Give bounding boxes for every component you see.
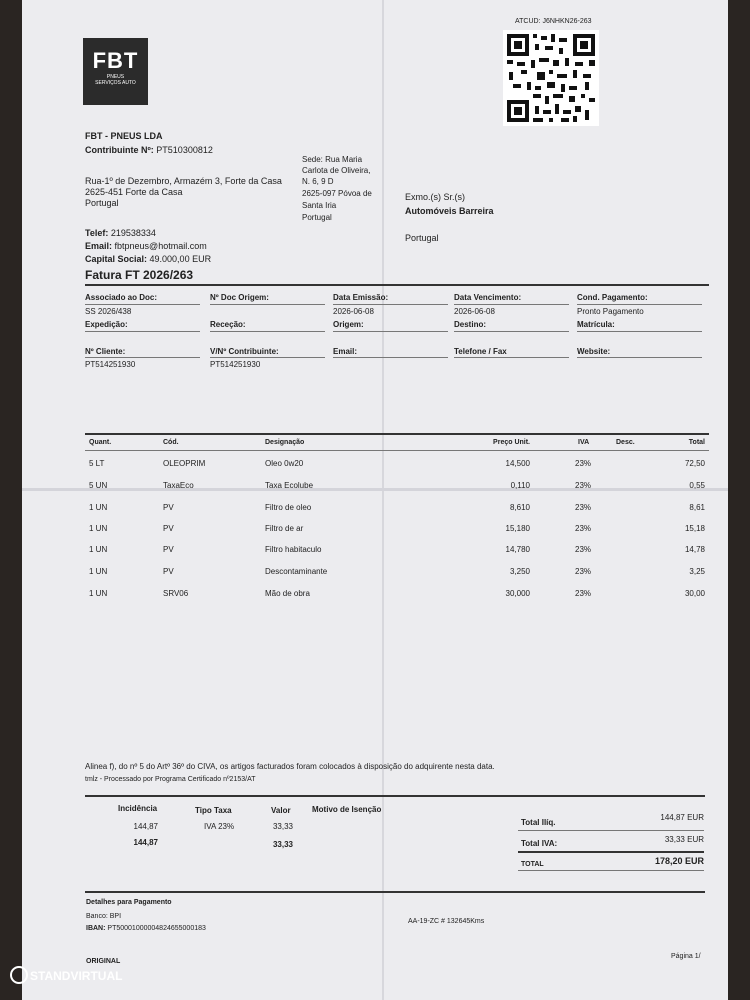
table-top-rule	[85, 433, 709, 435]
qr-code-icon	[503, 30, 599, 126]
tipo-taxa-value: IVA 23%	[204, 822, 235, 831]
origem2-label: Origem:	[333, 320, 364, 329]
cliente-label: Nº Cliente:	[85, 347, 126, 356]
paper-fold-horizontal	[22, 488, 728, 491]
rule	[454, 331, 569, 332]
motivo-label: Motivo de Isenção	[312, 805, 382, 814]
expedicao-label: Expedição:	[85, 320, 128, 329]
incidencia-total: 144,87	[133, 838, 158, 847]
col-iva: IVA	[578, 439, 590, 446]
col-total: Total	[688, 439, 705, 446]
seller-phone	[85, 228, 156, 238]
rule	[577, 331, 702, 332]
payment-title: Detalhes para Pagamento	[86, 899, 172, 906]
rule	[577, 304, 702, 305]
total-iliq-value: 144,87 EUR	[660, 813, 704, 822]
website-label: Website:	[577, 347, 611, 356]
watermark-logo-icon	[10, 966, 28, 984]
row-preco: 15,180	[505, 524, 530, 533]
customer-country: Portugal	[405, 233, 439, 243]
row-cod: OLEOPRIM	[163, 459, 206, 468]
row-total: 8,61	[689, 503, 705, 512]
row-cod: PV	[163, 524, 174, 533]
total-iliq-label: Total Ilíq.	[521, 818, 556, 827]
seller-country: Portugal	[85, 198, 119, 208]
row-quant: 5 UN	[89, 481, 108, 490]
origem-label: Nº Doc Origem:	[210, 293, 269, 302]
row-iva: 23%	[575, 459, 592, 468]
row-preco: 30,000	[505, 589, 530, 598]
rule	[454, 304, 569, 305]
legal-note: Alinea f), do nº 5 do Artº 36º do CIVA, os artigos facturados foram colocados à disposição do adquirente nesta data.	[85, 762, 495, 771]
rule	[85, 304, 200, 305]
rule	[333, 357, 448, 358]
cond-value: Pronto Pagamento	[577, 307, 644, 316]
emissao-value: 2026-06-08	[333, 307, 374, 316]
seller-capital	[85, 254, 211, 264]
rule	[333, 304, 448, 305]
tipo-taxa-label: Tipo Taxa	[195, 806, 232, 815]
row-cod: PV	[163, 503, 174, 512]
row-preco: 14,780	[505, 545, 530, 554]
assoc-label: Associado ao Doc:	[85, 293, 158, 302]
row-cod: TaxaEco	[163, 481, 194, 490]
table-header-rule	[85, 450, 709, 451]
rule	[85, 357, 200, 358]
email-label: Email:	[85, 241, 113, 251]
row-iva: 23%	[575, 524, 592, 533]
capital-label: Capital Social:	[85, 254, 148, 264]
tel-fax-label: Telefone / Fax	[454, 347, 507, 356]
standvirtual-watermark	[10, 966, 122, 984]
valor-label: Valor	[271, 806, 291, 815]
row-desig: Filtro de oleo	[265, 503, 312, 512]
sede-line2: Carlota de Oliveira,	[302, 166, 371, 175]
company-logo	[83, 38, 148, 105]
row-iva: 23%	[575, 481, 592, 490]
row-preco: 14,500	[505, 459, 530, 468]
seller-nif	[85, 145, 213, 155]
row-total: 72,50	[684, 459, 705, 468]
emissao-label: Data Emissão:	[333, 293, 389, 302]
seller-email	[85, 241, 207, 251]
incidencia-value: 144,87	[133, 822, 158, 831]
sede-line3: N. 6, 9 D	[302, 177, 334, 186]
matricula-label: Matrícula:	[577, 320, 615, 329]
total-iva-label: Total IVA:	[521, 839, 558, 848]
row-total: 30,00	[684, 589, 705, 598]
phone-value: 219538334	[110, 228, 156, 238]
seller-address2: 2625-451 Forte da Casa	[85, 187, 183, 197]
row-quant: 1 UN	[89, 567, 108, 576]
row-quant: 5 LT	[89, 459, 105, 468]
vencimento-value: 2026-06-08	[454, 307, 495, 316]
invoice-title: Fatura FT 2026/263	[85, 268, 194, 282]
row-iva: 23%	[575, 545, 592, 554]
total-iva-value: 33,33 EUR	[664, 835, 704, 844]
incidencia-label: Incidência	[118, 804, 158, 813]
vn-contribuinte-label: V/Nº Contribuinte:	[210, 347, 279, 356]
bank-name: Banco: BPI	[86, 913, 122, 920]
destino-label: Destino:	[454, 320, 486, 329]
seller-nif-value: PT510300812	[156, 145, 213, 155]
row-iva: 23%	[575, 567, 592, 576]
page-number: Página 1/	[671, 953, 701, 960]
col-designacao: Designação	[265, 439, 305, 446]
row-desig: Mão de obra	[265, 589, 310, 598]
capital-value: 49.000,00 EUR	[149, 254, 212, 264]
paper-fold-vertical	[382, 0, 384, 1000]
row-iva: 23%	[575, 503, 592, 512]
total-rule	[518, 851, 704, 853]
total-value: 178,20 EUR	[654, 856, 704, 866]
row-total: 15,18	[684, 524, 705, 533]
tax-top-rule	[85, 795, 705, 797]
row-iva: 23%	[575, 589, 592, 598]
logo-line1: PNEUS	[106, 74, 125, 80]
col-cod: Cód.	[163, 439, 179, 446]
row-desig: Filtro de ar	[265, 524, 304, 533]
iban-value: PT50001000004824655000183	[107, 925, 206, 932]
cust-email-label: Email:	[333, 347, 358, 356]
vencimento-label: Data Vencimento:	[454, 293, 522, 302]
vn-contribuinte-value: PT514251930	[210, 360, 261, 369]
valor-value: 33,33	[272, 822, 293, 831]
atcud-code: ATCUD: J6NHKN26-263	[515, 18, 592, 25]
rule	[210, 357, 325, 358]
rule	[454, 357, 569, 358]
row-total: 3,25	[689, 567, 705, 576]
sede-line5: Santa Iria	[302, 201, 337, 210]
email-value: fbtpneus@hotmail.com	[114, 241, 207, 251]
logo-line2: SERVIÇOS AUTO	[95, 80, 136, 86]
row-preco: 8,610	[509, 503, 530, 512]
seller-address1: Rua-1º de Dezembro, Armazém 3, Forte da Casa	[85, 176, 282, 186]
plate-note: AA-19-ZC # 132645Kms	[408, 918, 485, 925]
rule	[518, 830, 704, 831]
row-preco: 0,110	[510, 481, 530, 490]
row-desig: Descontaminante	[265, 567, 328, 576]
row-preco: 3,250	[509, 567, 530, 576]
row-cod: SRV06	[163, 589, 189, 598]
total-label: TOTAL	[521, 861, 544, 868]
rule	[577, 357, 702, 358]
logo-text: FBT	[92, 48, 139, 73]
rule	[210, 331, 325, 332]
watermark-text: STANDVIRTUAL	[30, 969, 123, 983]
row-quant: 1 UN	[89, 589, 108, 598]
certification-note: tmlz - Processado por Programa Certificado nº2153/AT	[85, 776, 256, 783]
col-preco: Preço Unit.	[493, 439, 530, 446]
cond-label: Cond. Pagamento:	[577, 293, 648, 302]
customer-name: Automóveis Barreira	[405, 206, 494, 216]
customer-salutation: Exmo.(s) Sr.(s)	[405, 192, 465, 202]
col-quant: Quant.	[89, 439, 112, 446]
phone-label: Telef:	[85, 228, 109, 238]
rule	[210, 304, 325, 305]
seller-name: FBT - PNEUS LDA	[85, 131, 163, 141]
sede-line4: 2625-097 Póvoa de	[302, 189, 372, 198]
iban	[86, 925, 206, 932]
row-quant: 1 UN	[89, 524, 108, 533]
cliente-value: PT514251930	[85, 360, 136, 369]
row-total: 14,78	[684, 545, 705, 554]
row-desig: Taxa Ecolube	[265, 481, 314, 490]
iban-label: IBAN:	[86, 925, 106, 932]
row-desig: Oleo 0w20	[265, 459, 304, 468]
rule	[333, 331, 448, 332]
col-desc: Desc.	[616, 439, 635, 446]
original-label: ORIGINAL	[86, 958, 121, 965]
row-desig: Filtro habitaculo	[265, 545, 322, 554]
payment-rule	[85, 891, 705, 893]
rule	[85, 331, 200, 332]
assoc-value: SS 2026/438	[85, 307, 132, 316]
valor-total: 33,33	[272, 840, 293, 849]
row-cod: PV	[163, 567, 174, 576]
rule	[518, 870, 704, 871]
title-rule	[85, 284, 709, 286]
sede-line1: Sede: Rua Maria	[302, 155, 363, 164]
sede-line6: Portugal	[302, 213, 332, 222]
seller-nif-label: Contribuinte Nº:	[85, 145, 154, 155]
row-cod: PV	[163, 545, 174, 554]
row-total: 0,55	[689, 481, 705, 490]
rececao-label: Receção:	[210, 320, 246, 329]
row-quant: 1 UN	[89, 503, 108, 512]
row-quant: 1 UN	[89, 545, 108, 554]
